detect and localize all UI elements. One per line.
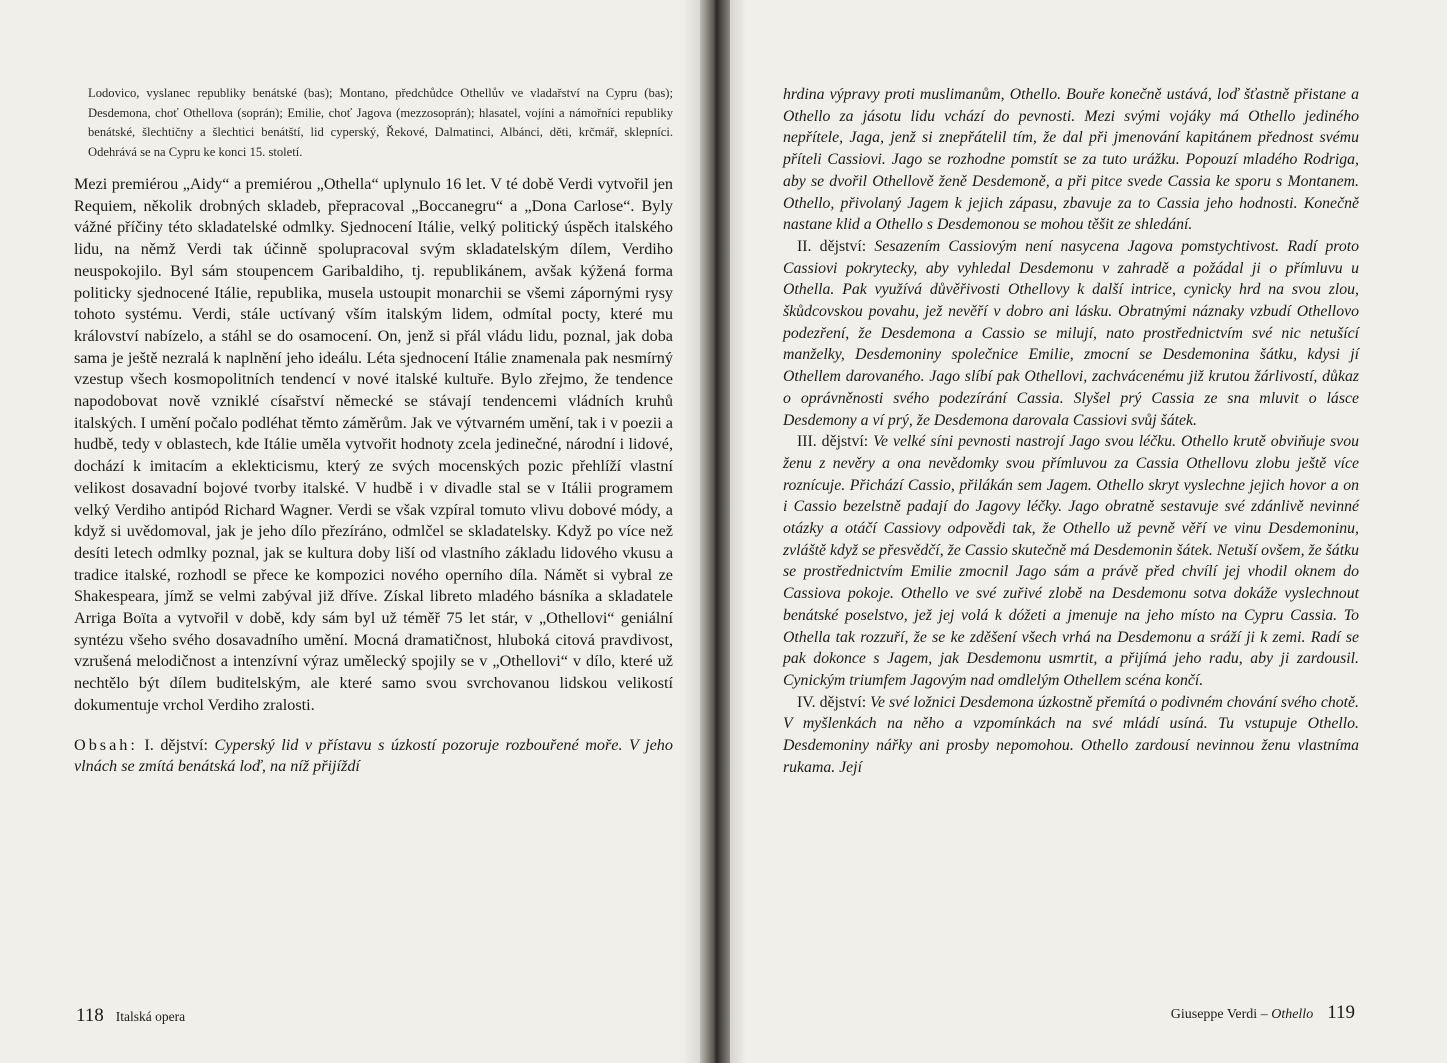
right-page xyxy=(713,0,1447,1063)
act-1-label: I. dějství: xyxy=(144,735,208,754)
page-number-right: 119 xyxy=(1327,1002,1355,1023)
act-3-label: III. dějství: xyxy=(797,433,869,451)
running-title-work: Othello xyxy=(1271,1007,1314,1022)
running-title-author: Giuseppe Verdi – xyxy=(1170,1007,1268,1022)
act-3-text: Ve velké síni pevnosti nastrojí Jago svou léčku. Othello krutě obviňuje svou ženu z nevěry a ona nevědomky svou přímluvou za Cassia Othellovu zlobu ještě více roznícuje. Přichází Cassio, přilákán sem Jagem. Othello skryt vyslechne jejich hovor a on i Cassio bezelstně padají do Jagovy léčky. Jago obratně sestavuje své zdánlivě nevinné otázky a otáčí Cassiovy odpovědi tak, že Othello už pevně věří ve vinu Desdemoninu, zvláště když se přesvědčí, že Cassio skutečně má Desdemonin šátek. Netuší ovšem, že šátku se prostřednictvím Emilie zmocnil Jago sám a právě před chvílí jej vhodil oknem do Cassiova pokoje. Othello ve své zuřivé zlobě na Desdemonu sotva dokáže vyslechnout benátské poselstvo, jež jej volá k dóžeti a jmenuje na jeho místo na Cypru Cassia. To Othella tak rozzuří, že se ke zděšení všech vrhá na Desdemonu a sráží ji k zemi. Radí se pak dokonce s Jagem, jak Desdemonu usmrtit, a přijímá jeho radu, aby ji zardousil. Cynickým triumfem Jagovým nad omdlelým Othellem scéna končí. xyxy=(783,433,1359,689)
page-number-left: 118 xyxy=(76,1005,104,1026)
act-2-label: II. dějství: xyxy=(797,237,867,255)
act-2-text: Sesazením Cassiovým není nasycena Jagova pomstychtivost. Radí proto Cassiovi pokrytecky, aby vyhledal Desdemonu v zahradě a požádal ji o přímluvu u Othella. Pak využívá důvěřivosti Othellovy k další intrice, cynicky hrd na svou zlou, škůdcovskou povahu, jež nevěří v dobro ani lásku. Obratnými náznaky vzbudí Othellovo podezření, že Desdemona a Cassio se milují, nato prostřednictvím své nic netušící manželky, Desdemoniny společnice Emilie, zmocní se Desdemonina šátku, kdysi jí Othellem darovaného. Jago slíbí pak Othellovi, zachvácenému již krutou žárlivostí, důkaz o oprávněnosti svého podezírání Cassia. Slyšel prý Cassia ze sna mluvit o lásce Desdemony a ví prý, že Desdemona darovala Cassiovi svůj šátek. xyxy=(783,237,1360,429)
right-footer xyxy=(1171,1002,1355,1024)
act-1-text: Cyperský lid v přístavu s úzkostí pozoruje rozbouřené moře. V jeho vlnách se zmítá benátská loď, na níž přijíždí xyxy=(74,735,673,776)
running-title-left: Italská opera xyxy=(115,1009,186,1024)
book-spine xyxy=(700,0,730,1063)
act-4-paragraph xyxy=(783,692,1359,779)
synopsis-label: Obsah: xyxy=(74,735,138,754)
act-1-continued: hrdina výpravy proti muslimanům, Othello. Bouře konečně ustává, loď šťastně přistane a Othello za jásotu lidu vchází do pevnosti. Mezi svými vojáky má Othello jediného nepřítele, Jaga, jenž si znepřátelil tím, že dal při jmenování kapitánem přednost svému příteli Cassiovi. Jago se rozhodne pomstít se za tuto urážku. Popouzí mladého Rodriga, aby se dvořil Othellově ženě Desdemoně, a při pitce svede Cassia ke sporu s Montanem. Othello, přivolaný Jagem k jejich zápasu, zbavuje za to Cassia jeho hodnosti. Konečně nastane klid a Othello s Desdemonou se mohou těšit ze shledání. xyxy=(783,86,1359,234)
act-2-paragraph xyxy=(783,236,1359,431)
act-4-text: Ve své ložnici Desdemona úzkostně přemítá o podivném chování svého chotě. V myšlenkách na něho a vzpomínkách na své mládí usíná. Tu vstupuje Othello. Desdemoniny nářky ani prosby nepomohou. Othello zardousí nevinnou ženu vlastníma rukama. Její xyxy=(783,693,1359,776)
act-4-label: IV. dějství: xyxy=(797,693,867,711)
synopsis-start xyxy=(74,735,673,778)
act-3-paragraph xyxy=(783,431,1359,691)
left-page xyxy=(0,0,713,1063)
intro-paragraph: Mezi premiérou „Aidy“ a premiérou „Othella“ uplynulo 16 let. V té době Verdi vytvořil jen Requiem, několik drobných skladeb, přepracoval „Boccanegru“ a „Dona Carlose“. Byly vážné příčiny této skladatelské odmlky. Sjednocení Itálie, velký politický úspěch italského lidu, na němž Verdi tak účinně spolupracoval svým skladatelským dílem, Verdiho neuspokojilo. Byl sám stoupencem Garibaldiho, tj. republikánem, avšak kýžená forma politicky sjednocené Itálie, republika, musela ustoupit monarchii se všemi zápornými rysy tohoto systému. Verdi, stále uctívaný vším italským lidem, odmítal pocty, které mu království nabízelo, a stáhl se do osamocení. On, jenž si přál vládu lidu, poznal, jak doba sama je ještě nezralá k naplnění jeho ideálu. Léta sjednocení Itálie znamenala pak nesmírný vzestup všech kosmopolitních tendencí v nové italské kultuře. Bylo zřejmo, že tendence napodobovat nově vzniklé císařství německé se stávají tendencemi vládních kruhů italských. I umění počalo podléhat těmto záměrům. Jak ve výtvarném umění, tak i v poezii a hudbě, tedy v oblastech, kde Itálie uměla vytvořit hodnoty zcela jedinečné, národní i lidové, dochází k imitacím a eklekticismu, který ze svých mocenských pozic přehlíží vlastní velikost dosavadní bojové tvorby italské. V hudbě i v divadle stal se v Itálii programem velký Verdiho antipód Richard Wagner. Verdi se však vzpíral tomuto vlivu dobové módy, a když si uvědomoval, jak je jeho dílo přezíráno, odmlčel se skladatelsky. Když po více než desíti letech odmlky poznal, jak se kultura doby liší od vlastního základu lidového vkusu a tradice italské, rozhodl se přece ke kompozici nového operního díla. Námět si vybral ze Shakespeara, jímž se velmi zabýval již dříve. Získal libreto mladého básníka a skladatele Arriga Boïta a vytvořil v době, kdy sám byl už téměř 75 let stár, v „Othellovi“ geniální syntézu všeho svého dosavadního umění. Mocná dramatičnost, hluboká citová pravdivost, vzrušená melodičnost a intenzívní výraz umělecký spojily se v „Othellovi“ v dílo, které už nechtělo být dílem buditelským, ale které samo svou svrchovanou lidskou velikostí dokumentuje vrchol Verdiho zralosti. xyxy=(74,175,673,714)
cast-list: Lodovico, vyslanec republiky benátské (bas); Montano, předchůdce Othellův ve vladařství na Cypru (bas); Desdemona, choť Othellova (soprán); Emilie, choť Jagova (mezzosoprán); hlasatel, vojíni a námořníci republiky benátské, šlechtičny a šlechtici benátští, lid cyperský, Řekové, Dalmatinci, Albánci, děti, krčmář, sklepníci. Odehrává se na Cypru ke konci 15. století. xyxy=(88,86,673,159)
running-title-right xyxy=(1171,1007,1313,1022)
left-footer xyxy=(76,1005,185,1027)
synopsis-continued xyxy=(783,84,1359,779)
